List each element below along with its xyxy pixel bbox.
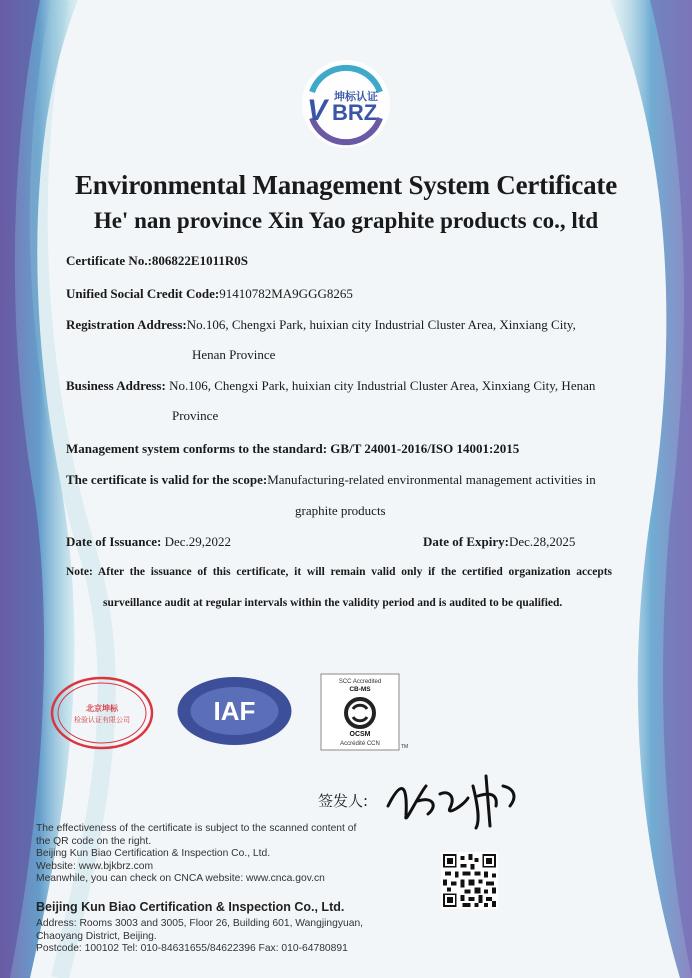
scope-cont: graphite products bbox=[295, 503, 386, 518]
iaf-mark bbox=[176, 676, 293, 746]
scc-accreditation-mark bbox=[320, 673, 402, 753]
issuance-date: Date of Issuance: Dec.29,2022 bbox=[66, 534, 232, 549]
footer-info: The effectiveness of the certificate is subject to the scanned content of the QR code on the right. Beijing Kun Biao Certification & Inspection Co., Ltd. Website: www.bjkbrz.com Meanwhile, you can check on CNCA website: www.cnca.gov.cn bbox=[36, 823, 357, 884]
svg-text:北京坤标: 北京坤标 bbox=[86, 704, 118, 713]
svg-text:IAF: IAF bbox=[213, 696, 256, 726]
note-line-1: Note: After the issuance of this certificate, it will remain valid only if the certified organization accepts bbox=[66, 566, 613, 578]
signature bbox=[378, 766, 528, 836]
registration-address: Registration Address:No.106, Chengxi Park, huixian city Industrial Cluster Area, Xinxiang City, bbox=[66, 317, 576, 332]
logo-brand: BRZ bbox=[332, 100, 378, 125]
svg-text:CB-MS: CB-MS bbox=[349, 686, 371, 693]
certificate-number: Certificate No.:806822E1011R0S bbox=[66, 253, 248, 268]
kunbiao-logo bbox=[300, 58, 392, 150]
svg-text:V: V bbox=[307, 94, 328, 127]
note-line-2: surveillance audit at regular intervals within the validity period and is audited to be qualified. bbox=[103, 597, 563, 609]
business-address: Business Address: No.106, Chengxi Park, huixian city Industrial Cluster Area, Xinxiang City, Henan bbox=[66, 378, 596, 393]
certificate-title: Environmental Management System Certificate bbox=[74, 170, 618, 200]
company-name: He' nan province Xin Yao graphite products co., ltd bbox=[93, 208, 599, 233]
credit-code: Unified Social Credit Code:91410782MA9GGG8265 bbox=[66, 286, 353, 301]
svg-text:Accrédité CCN: Accrédité CCN bbox=[340, 741, 380, 747]
scc-tm: TM bbox=[401, 744, 409, 750]
logo-chinese: 坤标认证 bbox=[334, 90, 378, 103]
footer-address: Address: Rooms 3003 and 3005, Floor 26, Building 601, Wangjingyuan, Chaoyang District, Beijing. Postcode: 100102 Tel: 010-84631655/84622396 Fax: 010-64780891 bbox=[36, 918, 364, 954]
registration-address-cont: Henan Province bbox=[192, 347, 276, 362]
svg-text:SCC Accredited: SCC Accredited bbox=[338, 679, 382, 685]
svg-text:检验认证有限公司: 检验认证有限公司 bbox=[74, 716, 130, 724]
company-seal bbox=[50, 676, 154, 750]
expiry-date: Date of Expiry:Dec.28,2025 bbox=[423, 534, 576, 549]
business-address-cont: Province bbox=[172, 408, 219, 423]
svg-text:OCSM: OCSM bbox=[349, 731, 371, 738]
qr-code[interactable] bbox=[441, 852, 498, 909]
standard-line: Management system conforms to the standard: GB/T 24001-2016/ISO 14001:2015 bbox=[66, 441, 520, 456]
scope-line: The certificate is valid for the scope:Manufacturing-related environmental management activities in bbox=[66, 472, 596, 487]
signatory-label: 签发人: bbox=[318, 792, 369, 810]
footer-company: Beijing Kun Biao Certification & Inspection Co., Ltd. bbox=[36, 900, 345, 914]
